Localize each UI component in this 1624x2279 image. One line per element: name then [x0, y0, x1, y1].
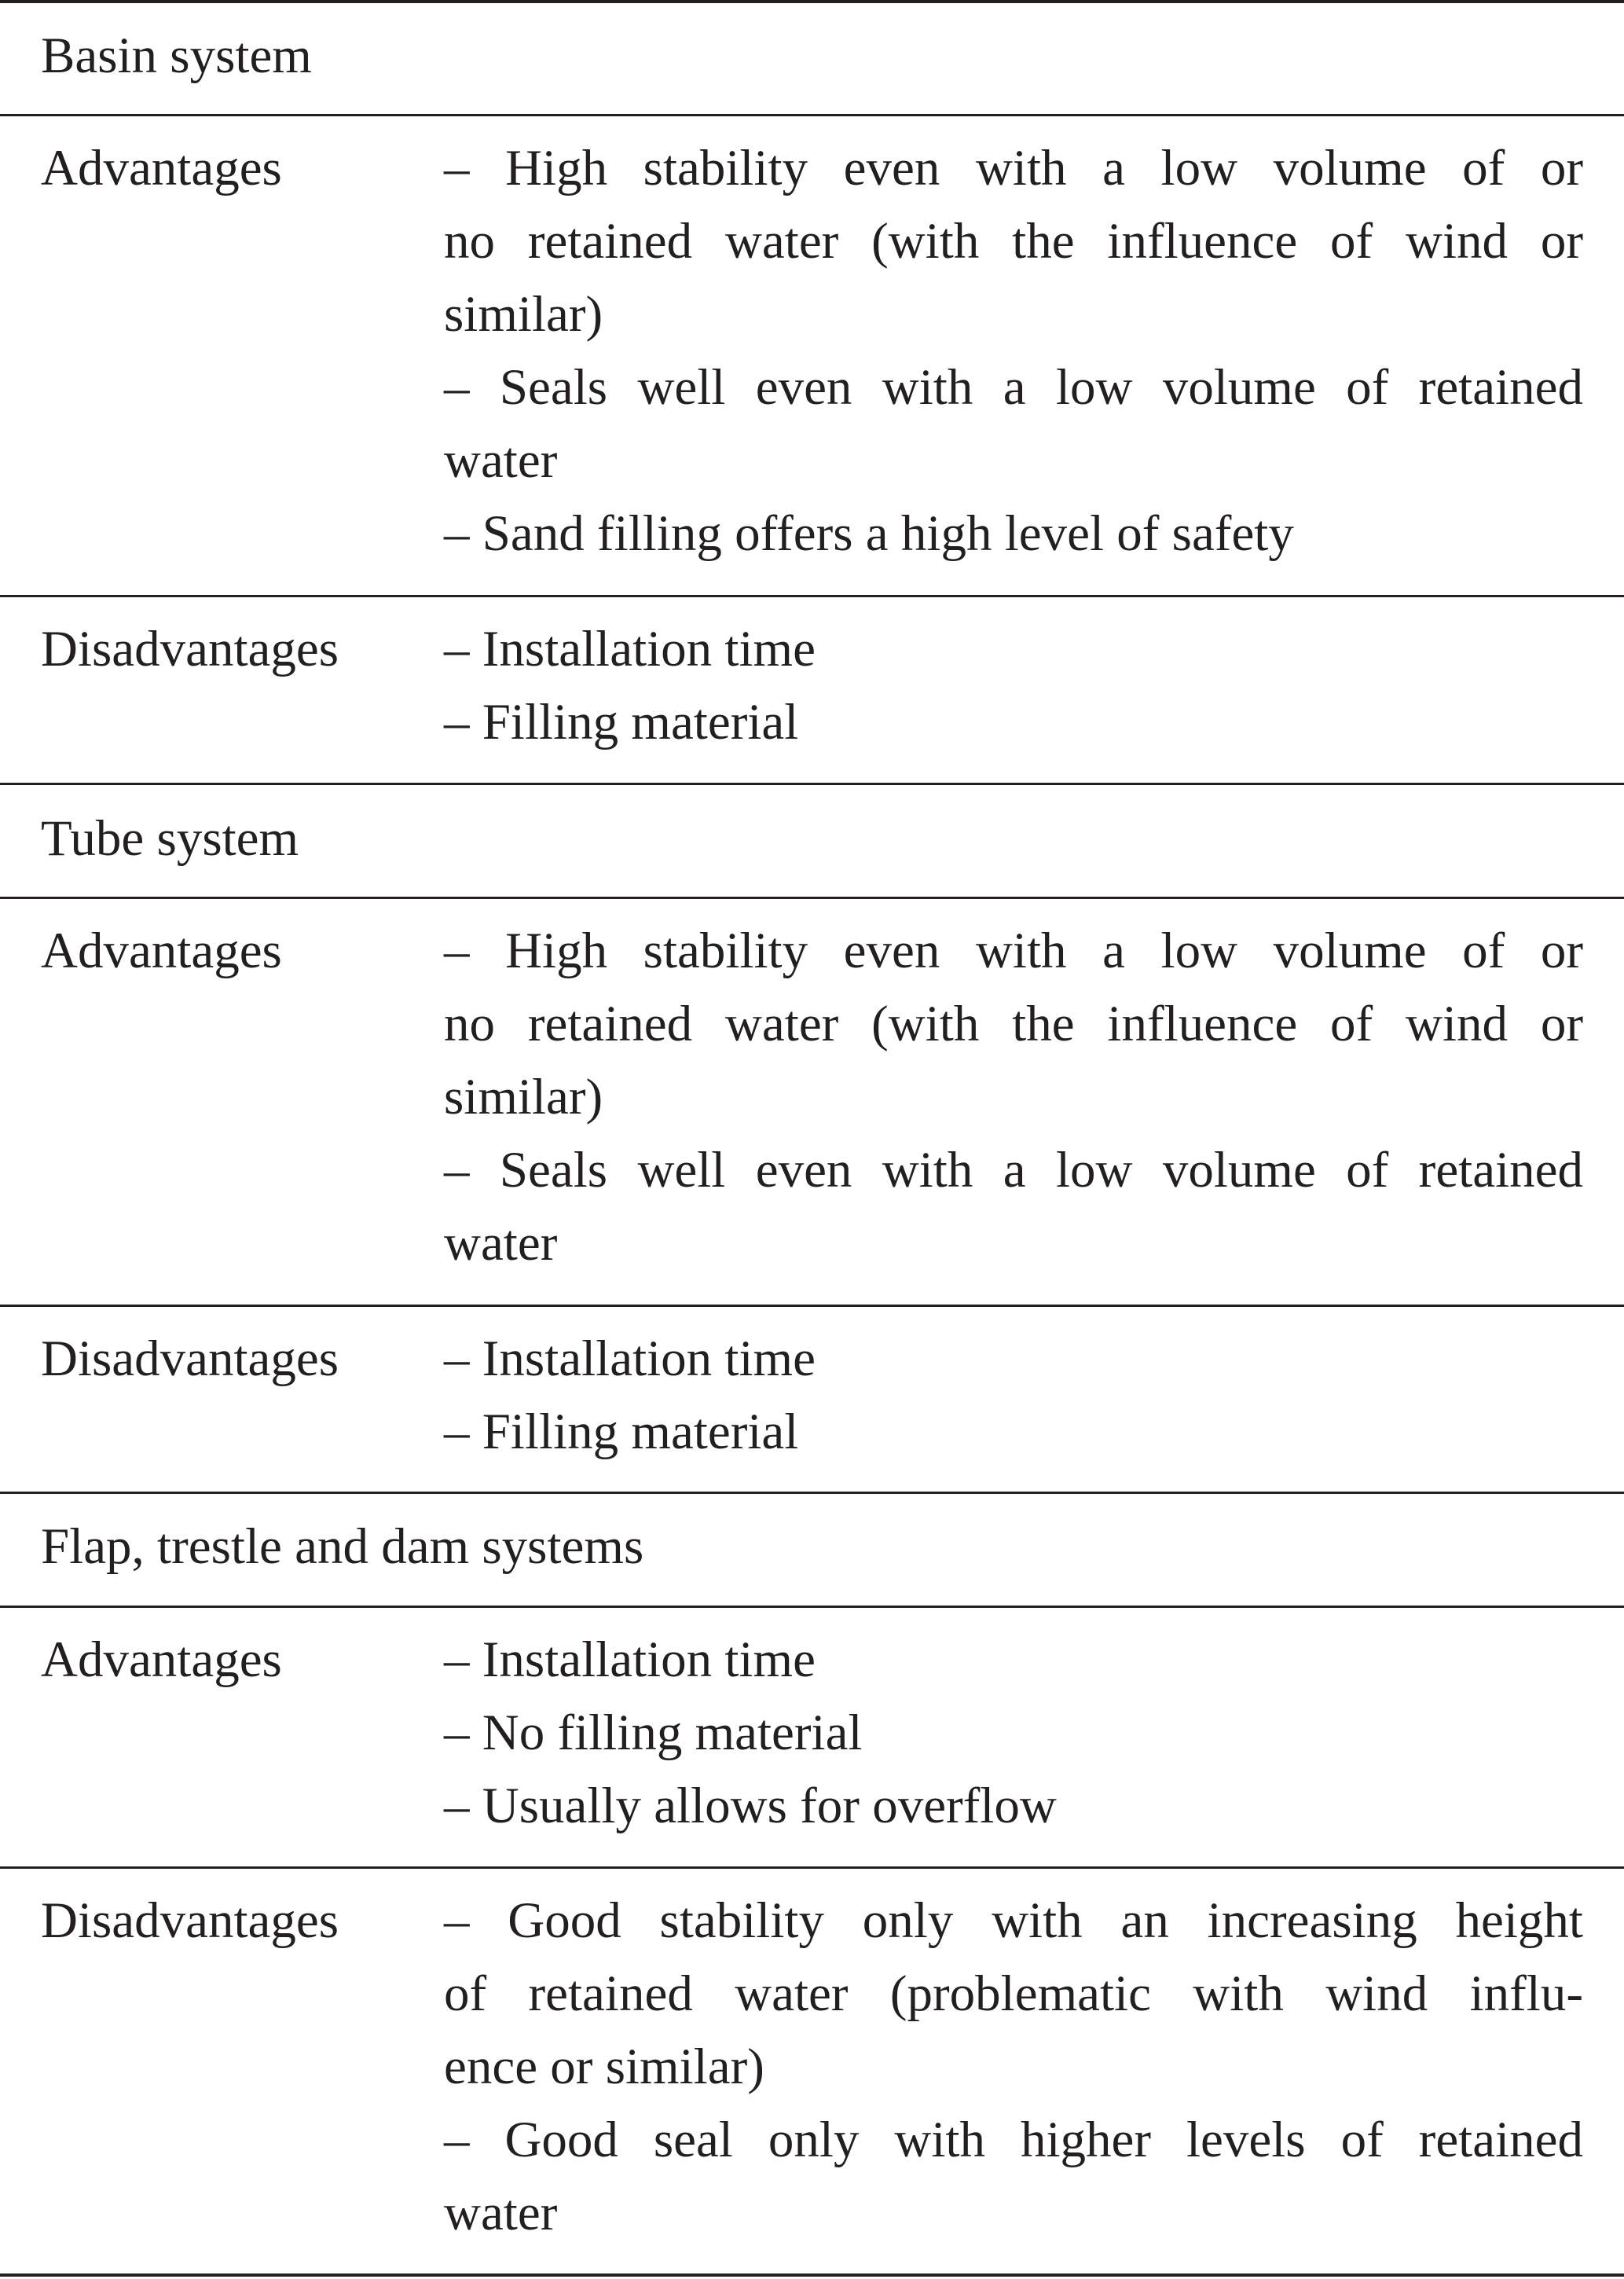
list-line: of retained water (problematic with wind influ- [444, 1965, 1583, 2022]
section-header-flap-trestle-dam: Flap, trestle and dam systems [41, 1518, 644, 1575]
disadvantages-list [444, 1323, 1583, 1469]
list-line: similar) [444, 1069, 603, 1125]
table-rule [0, 897, 1624, 899]
disadvantages-label: Disadvantages [41, 1330, 339, 1387]
advantages-list [444, 132, 1583, 571]
list-line: – Seals well even with a low volume of retained [444, 359, 1583, 416]
list-line: – No filling material [444, 1705, 863, 1761]
list-line: – Filling material [444, 694, 799, 750]
disadvantages-label: Disadvantages [41, 621, 339, 677]
list-line: – Sand filling offers a high level of safety [444, 505, 1294, 562]
list-line: – Installation time [444, 1330, 816, 1387]
list-line: – Filling material [444, 1404, 799, 1460]
advantages-list [444, 915, 1583, 1280]
table-rule [0, 783, 1624, 785]
list-line: similar) [444, 286, 603, 343]
list-line: water [444, 2185, 558, 2241]
list-line: – Installation time [444, 1631, 816, 1688]
advantages-label: Advantages [41, 140, 282, 196]
disadvantages-list [444, 613, 1583, 759]
list-line: ence or similar) [444, 2039, 764, 2095]
list-line: water [444, 432, 558, 489]
list-line: – Good seal only with higher levels of retained [444, 2112, 1583, 2168]
list-line: water [444, 1215, 558, 1272]
section-header-tube: Tube system [41, 810, 299, 867]
list-line: – Seals well even with a low volume of retained [444, 1142, 1583, 1198]
table-rule [0, 114, 1624, 116]
disadvantages-label: Disadvantages [41, 1892, 339, 1949]
list-line: – Installation time [444, 621, 816, 677]
disadvantages-list [444, 1884, 1583, 2250]
list-line: – Usually allows for overflow [444, 1778, 1057, 1834]
list-line: no retained water (with the influence of wind or [444, 996, 1583, 1052]
table-rule [0, 1305, 1624, 1307]
list-line: – Good stability only with an increasing height [444, 1892, 1583, 1949]
table-bottom-rule [0, 2273, 1624, 2277]
advantages-list [444, 1624, 1583, 1843]
advantages-label: Advantages [41, 1631, 282, 1688]
advantages-label: Advantages [41, 923, 282, 979]
list-line: – High stability even with a low volume of or [444, 923, 1583, 979]
table-top-rule [0, 0, 1624, 3]
table-rule [0, 1866, 1624, 1869]
table-rule [0, 1492, 1624, 1494]
list-line: no retained water (with the influence of wind or [444, 213, 1583, 270]
list-line: – High stability even with a low volume of or [444, 140, 1583, 196]
table-rule [0, 595, 1624, 597]
section-header-basin: Basin system [41, 28, 312, 84]
table-rule [0, 1606, 1624, 1608]
